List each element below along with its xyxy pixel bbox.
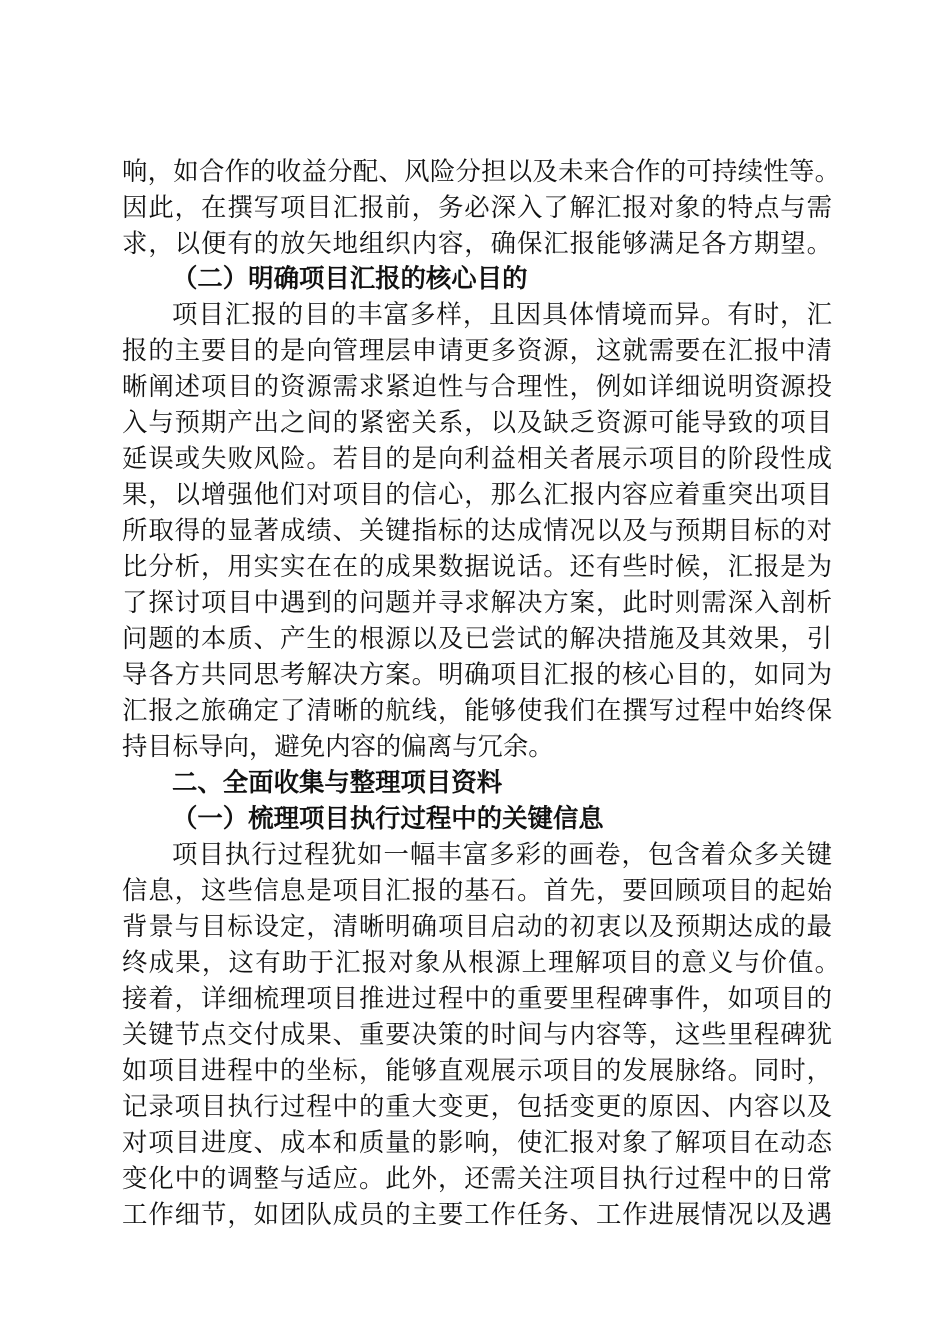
- paragraph-line: 工作细节，如团队成员的主要工作任务、工作进展情况以及遇: [122, 1199, 832, 1229]
- paragraph-line: 延误或失败风险。若目的是向利益相关者展示项目的阶段性成: [122, 443, 832, 473]
- paragraph-line: 报的主要目的是向管理层申请更多资源，这就需要在汇报中清: [122, 335, 832, 365]
- section-heading: （一）梳理项目执行过程中的关键信息: [172, 803, 604, 833]
- paragraph-line: 汇报之旅确定了清晰的航线，能够使我们在撰写过程中始终保: [122, 695, 832, 725]
- paragraph-line: 了探讨项目中遇到的问题并寻求解决方案，此时则需深入剖析: [122, 587, 832, 617]
- paragraph-line: 晰阐述项目的资源需求紧迫性与合理性，例如详细说明资源投: [122, 371, 832, 401]
- paragraph-line: 响，如合作的收益分配、风险分担以及未来合作的可持续性等。: [122, 156, 840, 186]
- paragraph-line: 背景与目标设定，清晰明确项目启动的初衷以及预期达成的最: [122, 911, 832, 941]
- paragraph-line: 持目标导向，避免内容的偏离与冗余。: [122, 731, 554, 761]
- paragraph-line: 求，以便有的放矢地组织内容，确保汇报能够满足各方期望。: [122, 228, 832, 258]
- paragraph-line: 对项目进度、成本和质量的影响，使汇报对象了解项目在动态: [122, 1127, 832, 1157]
- paragraph-line: 如项目进程中的坐标，能够直观展示项目的发展脉络。同时，: [122, 1055, 832, 1085]
- chapter-heading: 二、全面收集与整理项目资料: [172, 767, 503, 797]
- paragraph-line: 项目汇报的目的丰富多样，且因具体情境而异。有时，汇: [172, 299, 832, 329]
- paragraph-line: 关键节点交付成果、重要决策的时间与内容等，这些里程碑犹: [122, 1019, 832, 1049]
- paragraph-line: 所取得的显著成绩、关键指标的达成情况以及与预期目标的对: [122, 515, 832, 545]
- paragraph-line: 导各方共同思考解决方案。明确项目汇报的核心目的，如同为: [122, 659, 832, 689]
- paragraph-line: 信息，这些信息是项目汇报的基石。首先，要回顾项目的起始: [122, 875, 832, 905]
- paragraph-line: 果，以增强他们对项目的信心，那么汇报内容应着重突出项目: [122, 479, 832, 509]
- paragraph-line: 比分析，用实实在在的成果数据说话。还有些时候，汇报是为: [122, 551, 832, 581]
- paragraph-line: 接着，详细梳理项目推进过程中的重要里程碑事件，如项目的: [122, 983, 832, 1013]
- paragraph-line: 记录项目执行过程中的重大变更，包括变更的原因、内容以及: [122, 1091, 832, 1121]
- paragraph-line: 问题的本质、产生的根源以及已尝试的解决措施及其效果，引: [122, 623, 832, 653]
- paragraph-line: 变化中的调整与适应。此外，还需关注项目执行过程中的日常: [122, 1163, 832, 1193]
- paragraph-line: 因此，在撰写项目汇报前，务必深入了解汇报对象的特点与需: [122, 192, 832, 222]
- section-heading: （二）明确项目汇报的核心目的: [172, 263, 528, 293]
- paragraph-line: 入与预期产出之间的紧密关系，以及缺乏资源可能导致的项目: [122, 407, 832, 437]
- paragraph-line: 终成果，这有助于汇报对象从根源上理解项目的意义与价值。: [122, 947, 840, 977]
- paragraph-line: 项目执行过程犹如一幅丰富多彩的画卷，包含着众多关键: [172, 839, 832, 869]
